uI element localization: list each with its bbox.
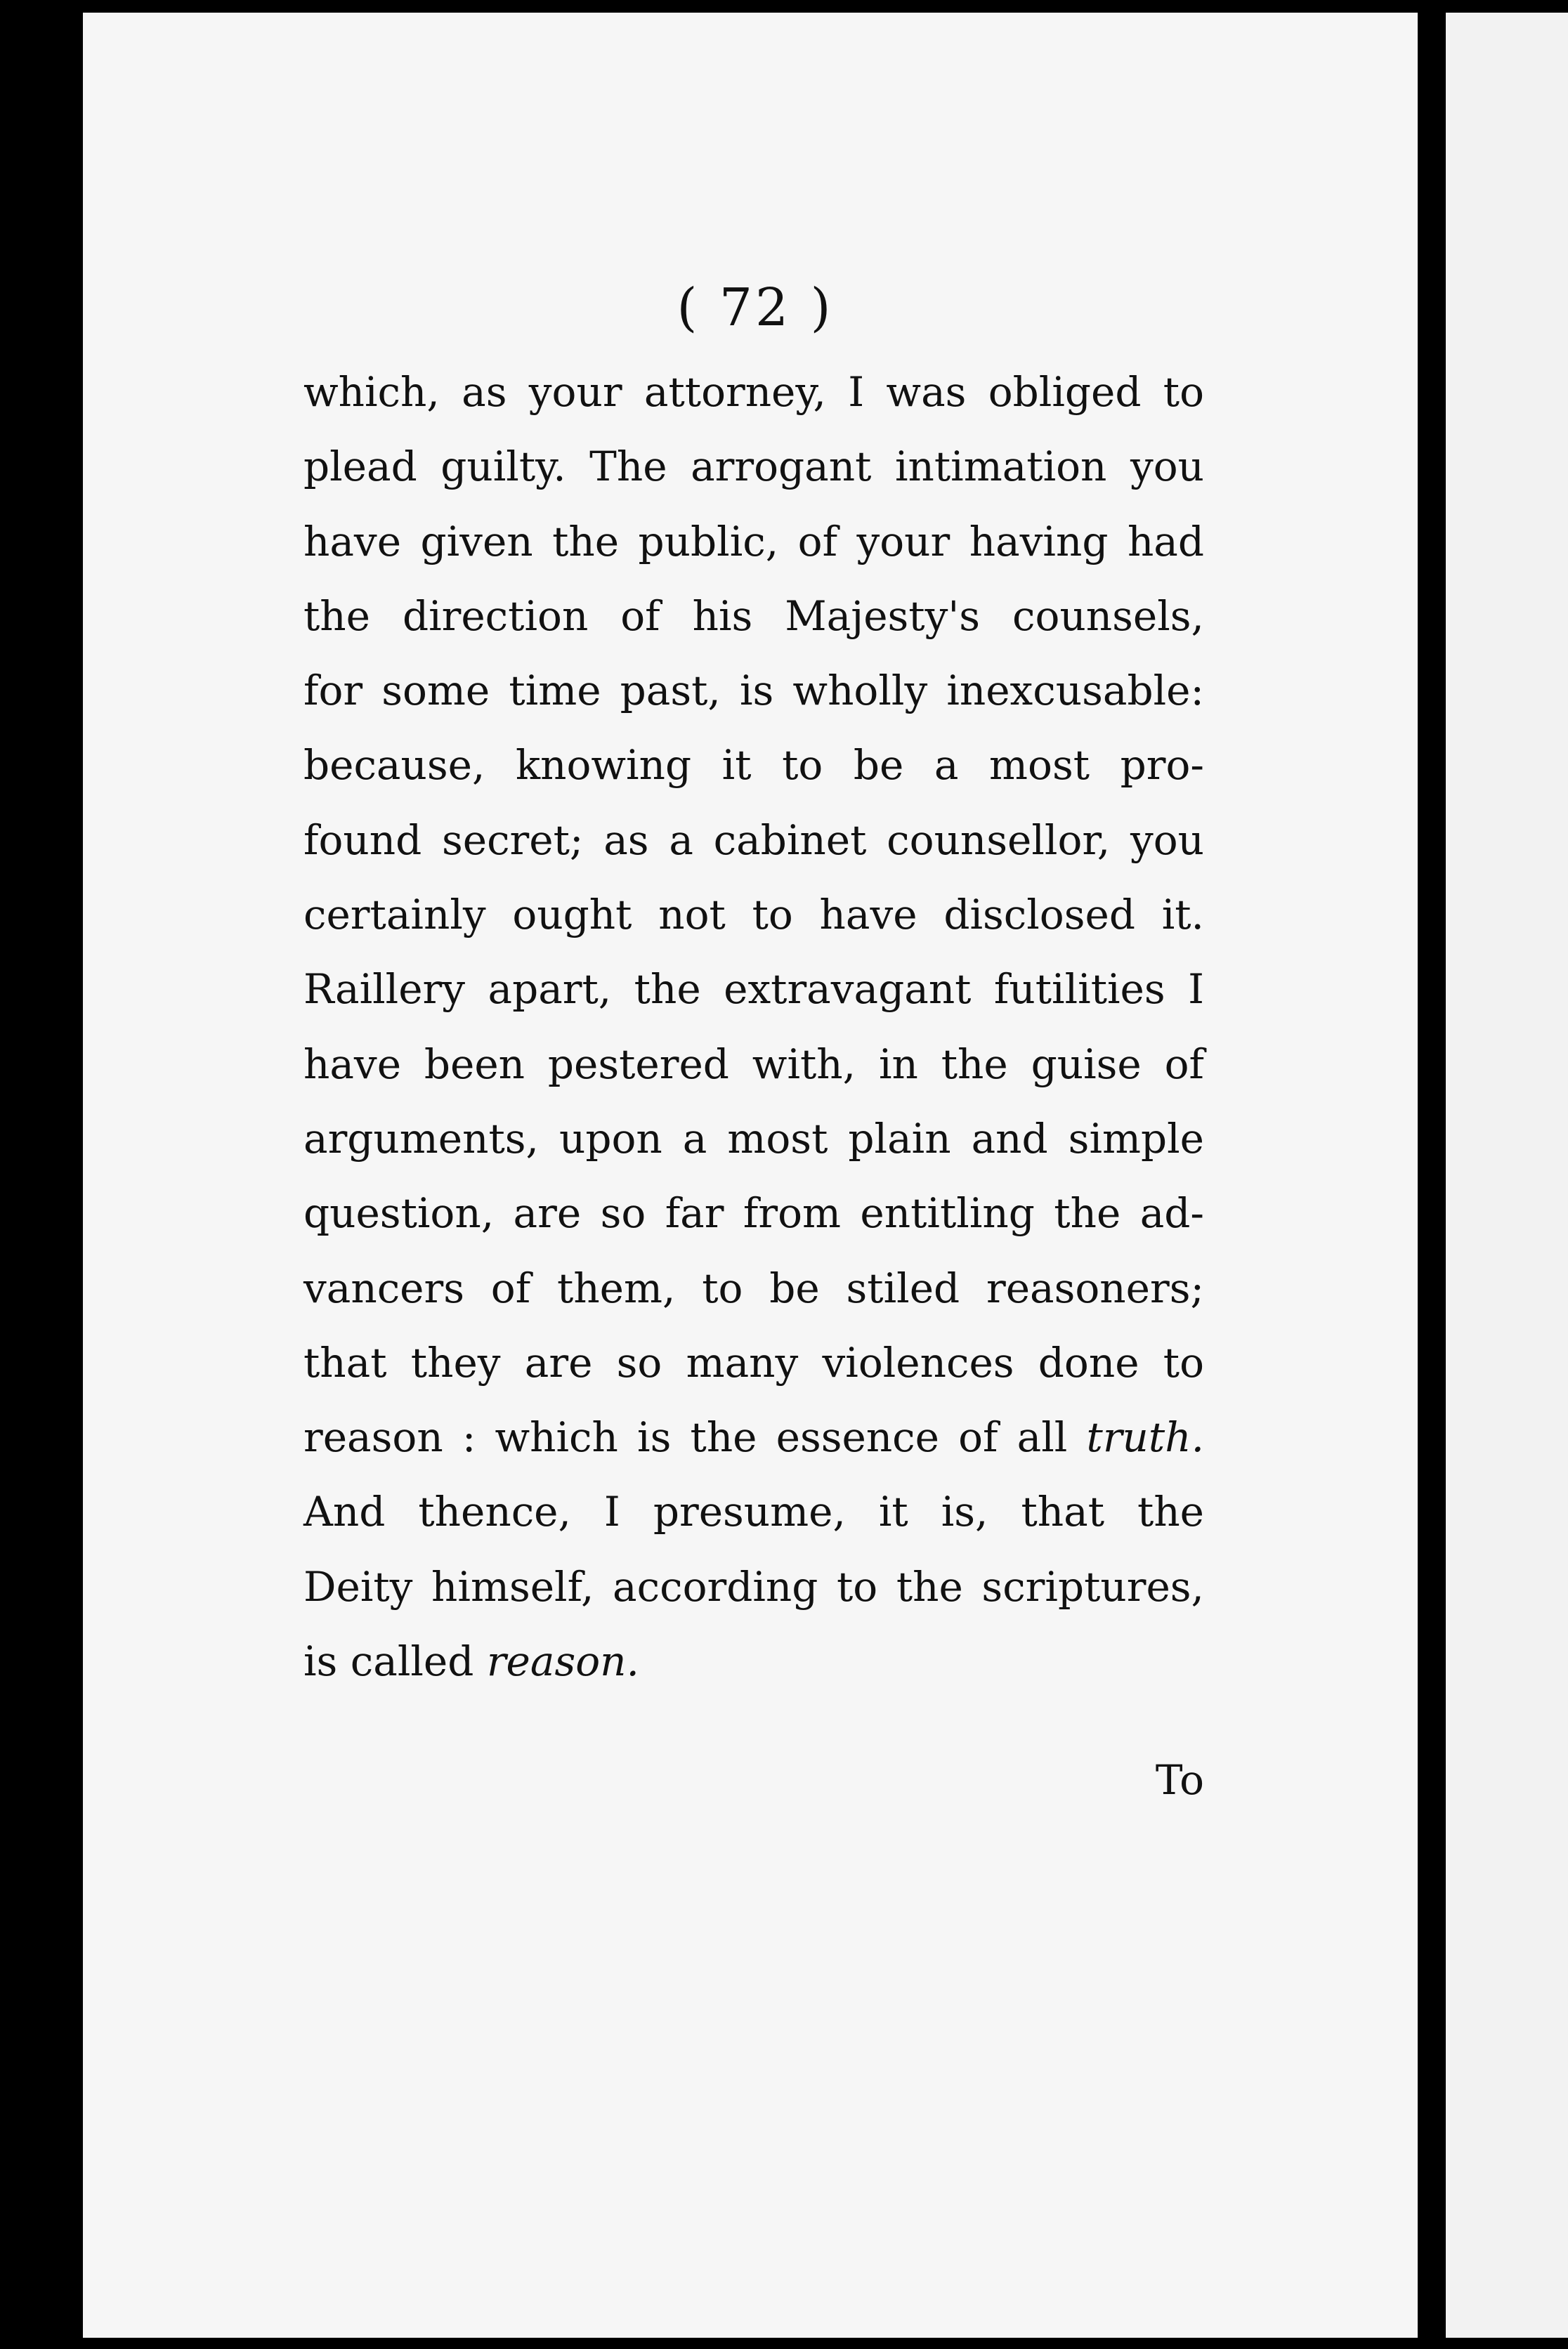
text-line: that they are so many violences done to [303,1338,1204,1387]
text-line: question, are so far from entitling the ad- [303,1189,1204,1238]
text-line: have been pestered with, in the guise of [303,1040,1204,1088]
text-line: because, knowing it to be a most pro- [303,741,1204,790]
page-gutter [1418,13,1446,2338]
italic-word: truth. [1086,1413,1205,1462]
adjacent-page-edge [1446,13,1568,2338]
italic-word: reason. [486,1637,639,1686]
text-line: vancers of them, to be stiled reasoners; [303,1264,1204,1312]
text-line: Deity himself, according to the scriptures, [303,1562,1204,1611]
text-line [303,1400,1204,1474]
page-number: ( 72 ) [677,277,834,338]
text-segment: reason : which is the essence of all [303,1413,1068,1462]
text-segment: is called [303,1637,474,1686]
text-line: which, as your attorney, I was obliged to [303,368,1204,416]
body-text [303,355,1204,1699]
text-line: plead guilty. The arrogant intimation you [303,443,1204,491]
text-line: And thence, I presume, it is, that the [303,1488,1204,1536]
text-line: the direction of his Majesty's counsels, [303,591,1204,640]
text-line: have given the public, of your having had [303,517,1204,565]
text-line: certainly ought not to have disclosed it. [303,891,1204,939]
text-line: arguments, upon a most plain and simple [303,1114,1204,1163]
text-line: for some time past, is wholly inexcusable: [303,667,1204,715]
text-line [303,1624,1204,1699]
text-line: Raillery apart, the extravagant futilities I [303,965,1204,1014]
catchword: To [1155,1756,1204,1804]
text-line: found secret; as a cabinet counsellor, you [303,816,1204,864]
